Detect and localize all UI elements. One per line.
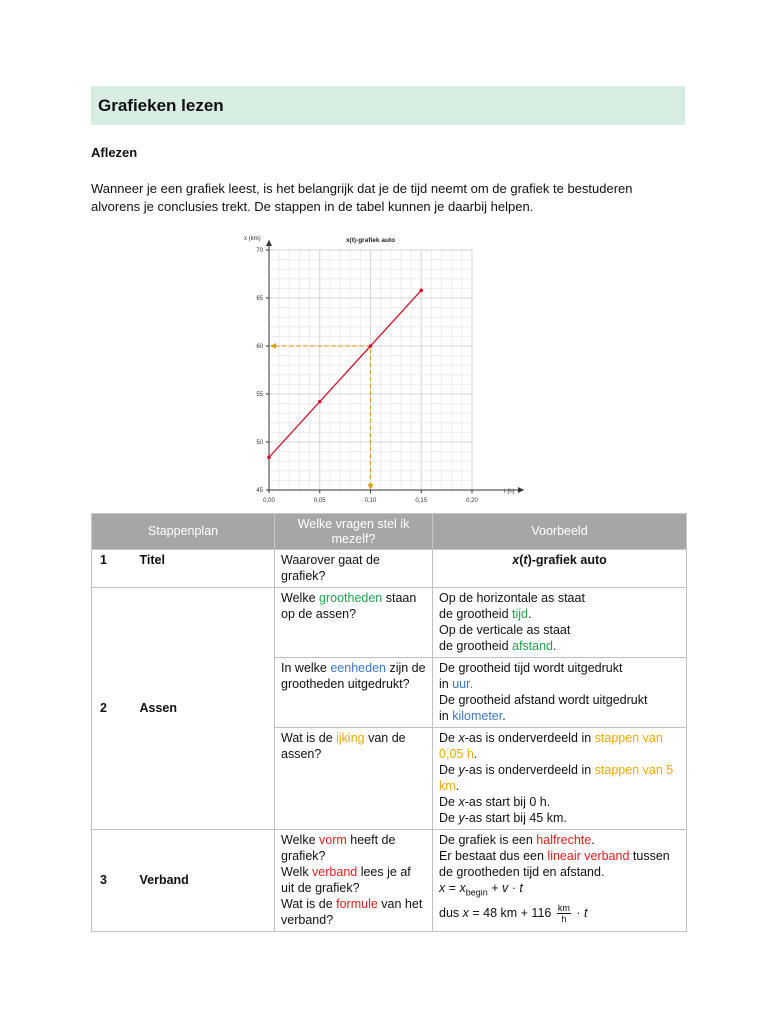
step-name: Assen — [138, 588, 275, 830]
column-header-example: Voorbeeld — [433, 514, 687, 550]
table-row — [92, 830, 687, 932]
table-row — [92, 588, 687, 658]
example-cell: De grootheid tijd wordt uitgedrukt in uur. De grootheid afstand wordt uitgedrukt in kilometer. — [433, 658, 687, 728]
highlight-eenheden: eenheden — [330, 661, 386, 675]
chart-title: x(t)-grafiek auto — [345, 237, 396, 244]
example-cell: Op de horizontale as staat de grootheid tijd. Op de verticale as staat de grootheid afstand. — [433, 588, 687, 658]
x-tick-label: 0,00 — [263, 498, 275, 504]
data-point — [267, 456, 271, 460]
intro-line: alvorens je conclusies trekt. De stappen in de tabel kunnen je daarbij helpen. — [91, 199, 534, 214]
question-cell: Welke vorm heeft de grafiek? Welk verband lees je af uit de grafiek? Wat is de formule van het verband? — [275, 830, 433, 932]
x-tick-label: 0,10 — [364, 498, 377, 504]
example-cell: De x-as is onderverdeeld in stappen van 0,05 h. De y-as is onderverdeeld in stappen van 5 km. De x-as start bij 0 h. De y-as start bij 45 km. — [433, 728, 687, 830]
question-cell: Welke grootheden staan op de assen? — [275, 588, 433, 658]
y-tick-label: 70 — [256, 248, 263, 254]
step-number: 3 — [92, 830, 138, 932]
step-number: 1 — [92, 550, 138, 588]
xt-chart — [236, 228, 536, 506]
x-tick-label: 0,20 — [466, 498, 478, 504]
data-point — [318, 400, 322, 404]
intro-paragraph — [91, 180, 691, 216]
section-subtitle: Aflezen — [91, 145, 138, 160]
column-header-steps: Stappenplan — [92, 514, 275, 550]
step-number: 2 — [92, 588, 138, 830]
table-row — [92, 550, 687, 588]
formula-specific: dus x = 48 km + 116 $\frac{km}{h}$ · t — [439, 902, 588, 924]
formula-general: $x = x_{begin} + v \cdot t$ — [439, 881, 523, 898]
y-axis-label: x (km) — [244, 236, 261, 242]
question-cell: Wat is de ijking van de assen? — [275, 728, 433, 830]
highlight-formule: formule — [336, 897, 378, 911]
step-name: Titel — [138, 550, 275, 588]
example-cell — [433, 550, 687, 588]
question-cell: Waarover gaat de grafiek? — [275, 550, 433, 588]
example-title: x(t)-grafiek auto — [512, 553, 607, 567]
y-tick-label: 60 — [256, 344, 263, 350]
y-tick-label: 55 — [256, 392, 263, 398]
page-title: Grafieken lezen — [98, 96, 224, 115]
highlight-grootheden: grootheden — [319, 591, 383, 605]
y-axis-arrow — [266, 240, 272, 246]
highlight-verband: verband — [312, 865, 358, 879]
highlight-vorm: vorm — [319, 833, 347, 847]
y-tick-label: 45 — [256, 488, 263, 494]
example-cell: De grafiek is een halfrechte. Er bestaat dus een lineair verband tussen de grootheden tijd en afstand. $x = x_{begin} + v \cdot t$ dus x = 48 km + 116 $\frac{km}{h}$ · t — [433, 830, 687, 932]
y-tick-label: 65 — [256, 296, 263, 302]
question-cell: In welke eenheden zijn de grootheden uitgedrukt? — [275, 658, 433, 728]
x-axis-label: t (h) — [504, 489, 515, 495]
x-tick-label: 0,15 — [415, 498, 428, 504]
highlight-ijking: ijking — [336, 731, 365, 745]
data-point — [419, 289, 423, 293]
table-header-row — [92, 514, 687, 550]
x-axis-arrow — [518, 487, 524, 493]
title-bar — [91, 86, 685, 125]
data-point — [369, 344, 373, 348]
column-header-questions: Welke vragen stel ik mezelf? — [275, 514, 433, 550]
x-tick-label: 0,05 — [313, 498, 326, 504]
y-tick-label: 50 — [256, 440, 263, 446]
step-name: Verband — [138, 830, 275, 932]
steps-table — [91, 513, 687, 932]
intro-line: Wanneer je een grafiek leest, is het belangrijk dat je de tijd neemt om de grafiek te bestuderen — [91, 181, 633, 196]
